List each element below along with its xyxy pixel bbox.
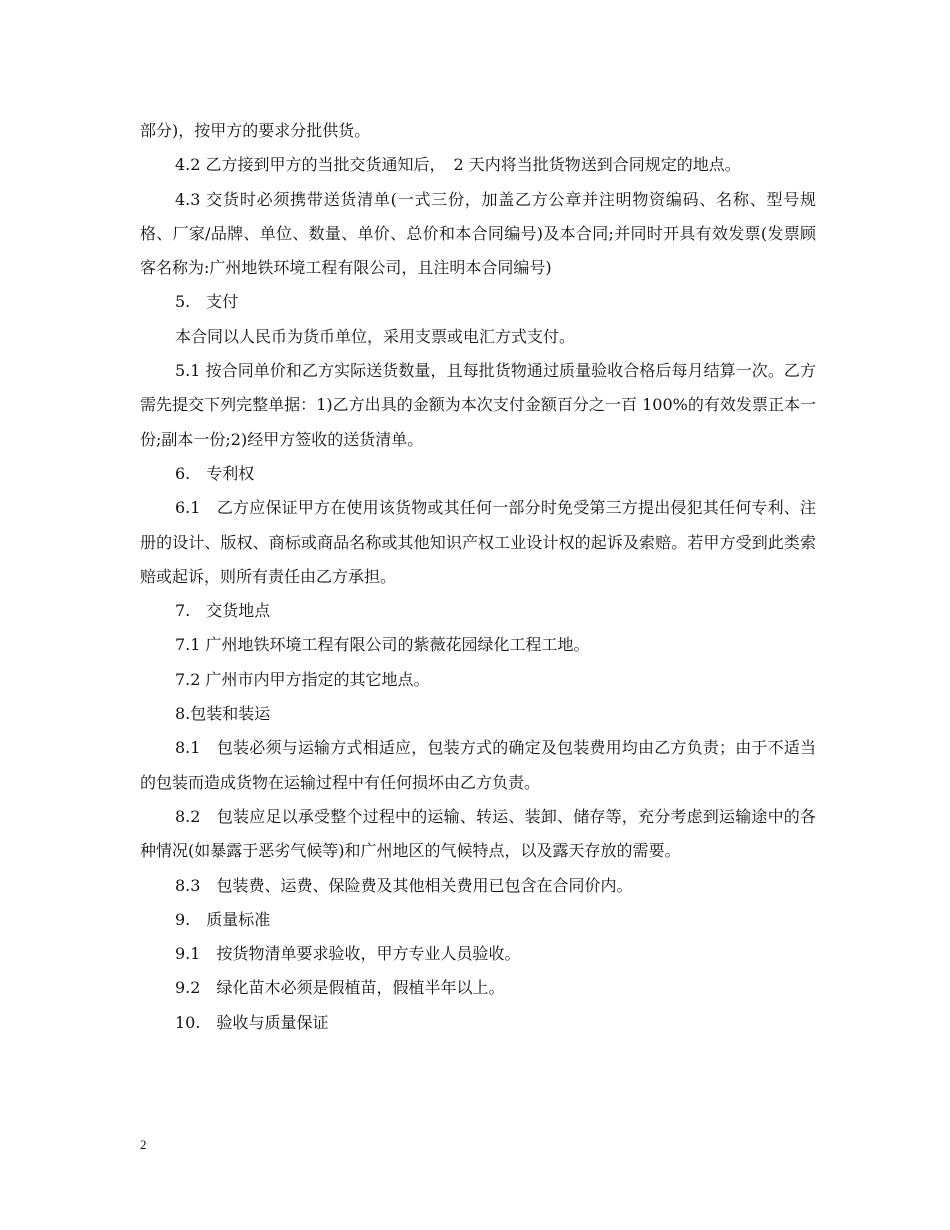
clause-9-2: 9.2 绿化苗木必须是假植苗，假植半年以上。 bbox=[175, 978, 505, 998]
contract-body bbox=[140, 114, 816, 1040]
clause-6-1: 6.1 乙方应保证甲方在使用该货物或其任何一部分时免受第三方提出侵犯其任何专利、注册的设计、版权、商标或商品名称或其他知识产权工业设计权的起诉及索赔。若甲方受到此类索赔或起诉，则所有责任由乙方承担。 bbox=[140, 498, 816, 586]
section-heading-quality-standard: 9. 质量标准 bbox=[175, 909, 271, 929]
clause-9-1: 9.1 按货物清单要求验收，甲方专业人员验收。 bbox=[175, 944, 521, 964]
section-heading-acceptance: 10. 验收与质量保证 bbox=[175, 1012, 329, 1032]
payment-currency-paragraph: 本合同以人民币为货币单位，采用支票或电汇方式支付。 bbox=[175, 326, 576, 346]
section-heading-patent: 6. 专利权 bbox=[175, 463, 255, 483]
clause-8-2: 8.2 包装应足以承受整个过程中的运输、转运、装卸、储存等，充分考虑到运输途中的各种情况(如暴露于恶劣气候等)和广州地区的气候特点，以及露天存放的需要。 bbox=[140, 806, 816, 861]
clause-7-1: 7.1 广州地铁环境工程有限公司的紫薇花园绿化工程工地。 bbox=[175, 635, 590, 655]
paragraph-continuation: 部分)，按甲方的要求分批供货。 bbox=[140, 121, 371, 140]
clause-4-3: 4.3 交货时必须携带送货清单(一式三份，加盖乙方公章并注明物资编码、名称、型号规格、厂家/品牌、单位、数量、单价、总价和本合同编号)及本合同;并同时开具有效发票(发票顾客名称为:广州地铁环境工程有限公司，且注明本合同编号) bbox=[140, 189, 816, 278]
section-heading-delivery-location: 7. 交货地点 bbox=[175, 601, 271, 621]
clause-8-1: 8.1 包装必须与运输方式相适应，包装方式的确定及包装费用均由乙方负责；由于不适当的包装而造成货物在运输过程中有任何损坏由乙方负责。 bbox=[140, 738, 816, 792]
section-heading-payment: 5. 支付 bbox=[175, 292, 239, 312]
clause-8-3: 8.3 包装费、运费、保险费及其他相关费用已包含在合同价内。 bbox=[175, 875, 633, 895]
page-number: 2 bbox=[140, 1137, 147, 1152]
clause-7-2: 7.2 广州市内甲方指定的其它地点。 bbox=[175, 669, 430, 689]
clause-5-1: 5.1 按合同单价和乙方实际送货数量，且每批货物通过质量验收合格后每月结算一次。乙方需先提交下列完整单据：1)乙方出具的金额为本次支付金额百分之一百 100%的有效发票正本一份;副本一份;2)经甲方签收的送货清单。 bbox=[140, 361, 816, 449]
section-heading-packaging: 8.包装和装运 bbox=[175, 704, 271, 724]
clause-4-2: 4.2 乙方接到甲方的当批交货通知后， 2 天内将当批货物送到合同规定的地点。 bbox=[175, 155, 741, 175]
